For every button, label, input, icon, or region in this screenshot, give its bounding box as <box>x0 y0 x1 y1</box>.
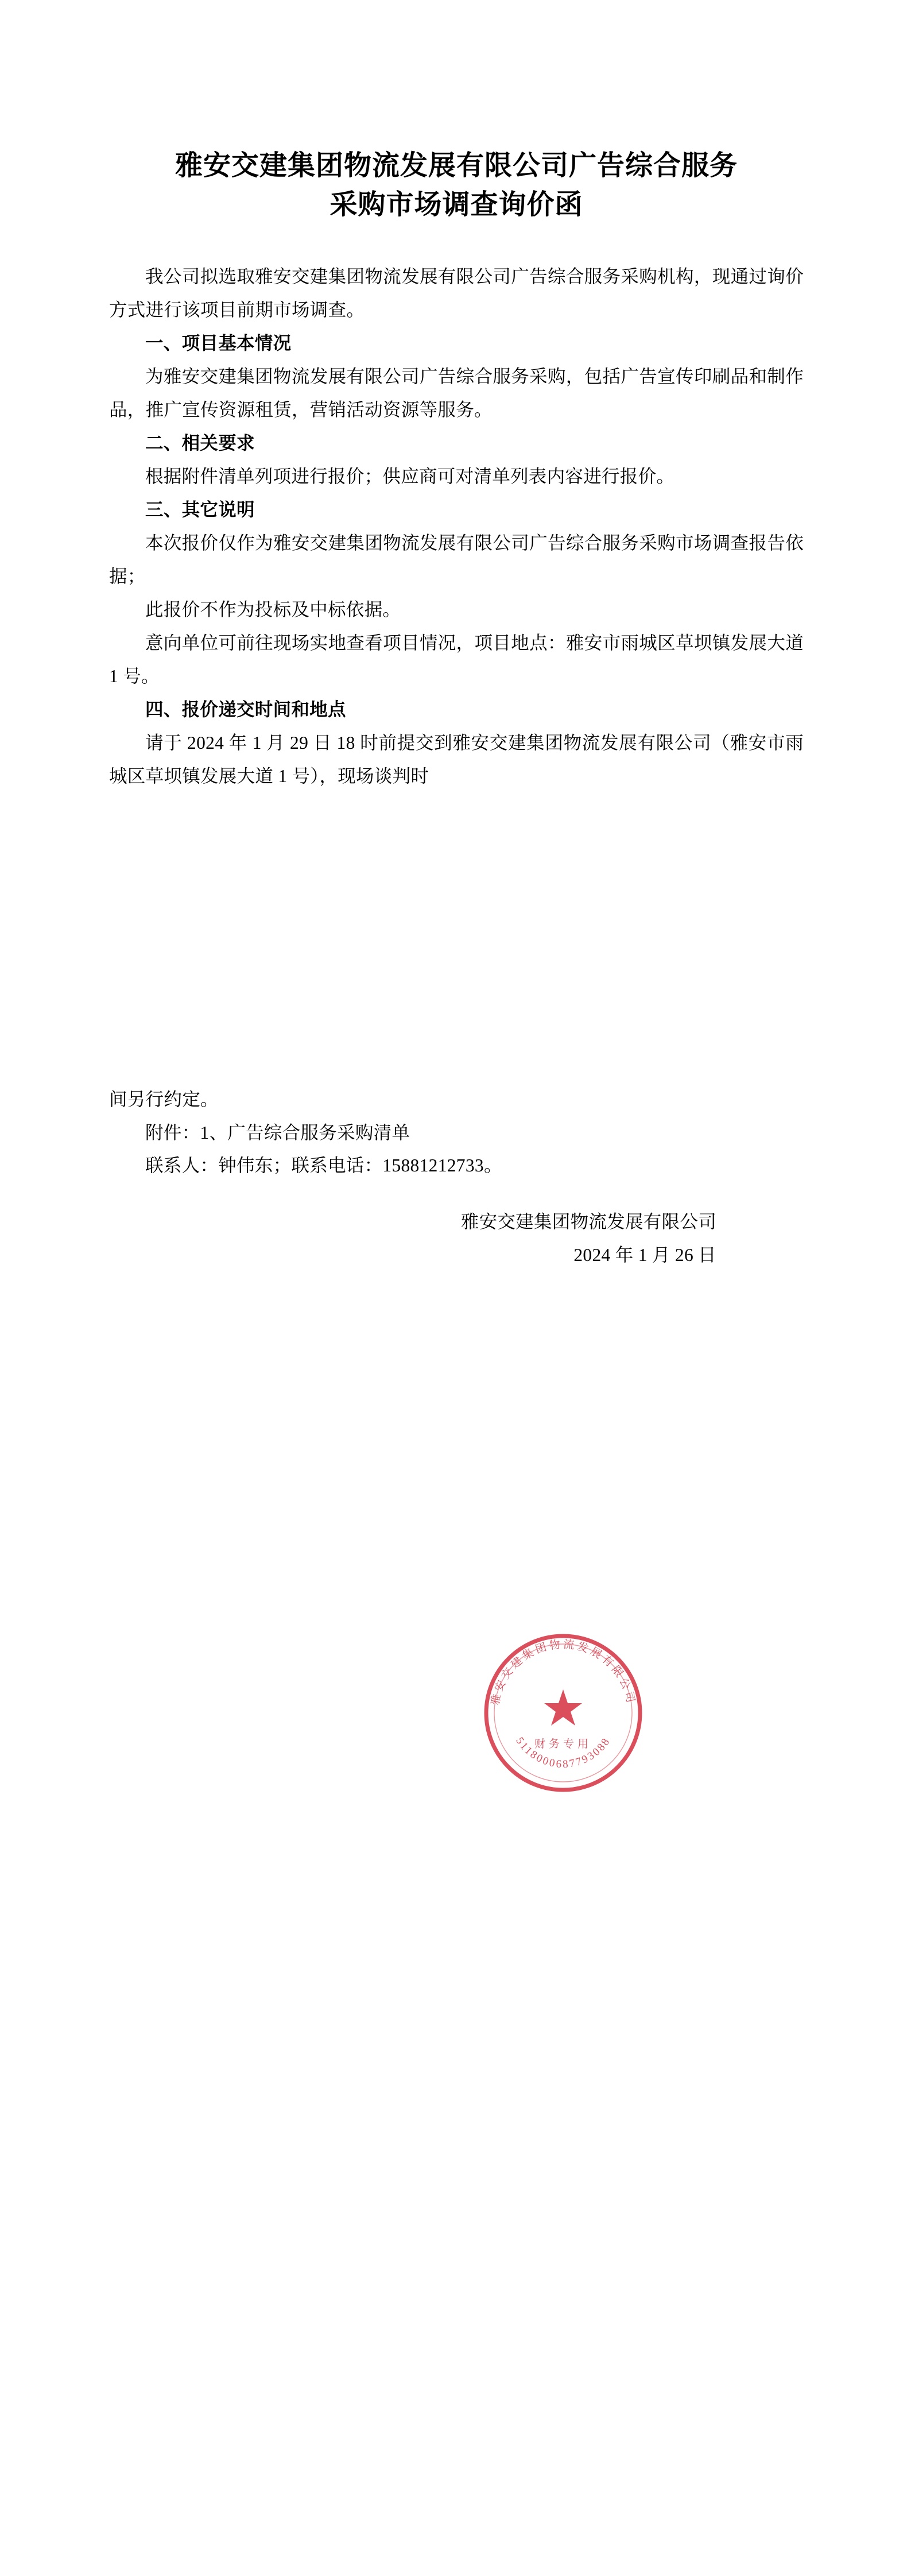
section-2-paragraph-1: 根据附件清单列项进行报价；供应商可对清单列表内容进行报价。 <box>145 466 675 487</box>
section-2-heading: 二、相关要求 <box>145 433 255 454</box>
signature-company: 雅安交建集团物流发展有限公司 <box>460 1212 716 1232</box>
signature-date: 2024 年 1 月 26 日 <box>573 1245 716 1266</box>
official-seal-icon <box>480 1630 646 1796</box>
document-body <box>109 0 804 1272</box>
section-1-paragraph-1: 为雅安交建集团物流发展有限公司广告综合服务采购，包括广告宣传印刷品和制作品，推广宣传资源租赁，营销活动资源等服务。 <box>109 366 804 420</box>
attachment-list: 附件：1、广告综合服务采购清单 <box>145 1122 410 1143</box>
blank-space <box>109 793 804 1083</box>
section-3-paragraph-1: 本次报价仅作为雅安交建集团物流发展有限公司广告综合服务采购市场调查报告依据； <box>109 532 804 586</box>
svg-text:财务专用: 财务专用 <box>534 1738 592 1750</box>
intro-paragraph: 我公司拟选取雅安交建集团物流发展有限公司广告综合服务采购机构，现通过询价方式进行该项目前期市场调查。 <box>109 266 804 320</box>
continuation-paragraph: 间另行约定。 <box>109 1089 219 1109</box>
section-3-paragraph-2: 此报价不作为投标及中标依据。 <box>145 599 401 620</box>
document-content <box>109 260 804 1272</box>
title-line-1: 雅安交建集团物流发展有限公司广告综合服务 <box>175 150 738 181</box>
svg-text:5118000687793088: 5118000687793088 <box>513 1735 613 1771</box>
section-3-paragraph-3: 意向单位可前往现场实地查看项目情况，项目地点：雅安市雨城区草坝镇发展大道 1 号。 <box>109 632 804 686</box>
page-title <box>109 0 804 225</box>
section-4-paragraph-1: 请于 2024 年 1 月 29 日 18 时前提交到雅安交建集团物流发展有限公司（雅安市雨城区草坝镇发展大道 1 号），现场谈判时 <box>109 732 804 786</box>
svg-text:雅安交建集团物流发展有限公司: 雅安交建集团物流发展有限公司 <box>489 1638 637 1707</box>
section-4-heading: 四、报价递交时间和地点 <box>145 699 346 720</box>
section-1-heading: 一、项目基本情况 <box>145 333 292 354</box>
section-3-heading: 三、其它说明 <box>145 499 255 520</box>
contact-info: 联系人：钟伟东；联系电话：15881212733。 <box>145 1155 502 1176</box>
signature-block <box>109 1205 804 1272</box>
title-line-2: 采购市场调查询价函 <box>329 189 583 221</box>
